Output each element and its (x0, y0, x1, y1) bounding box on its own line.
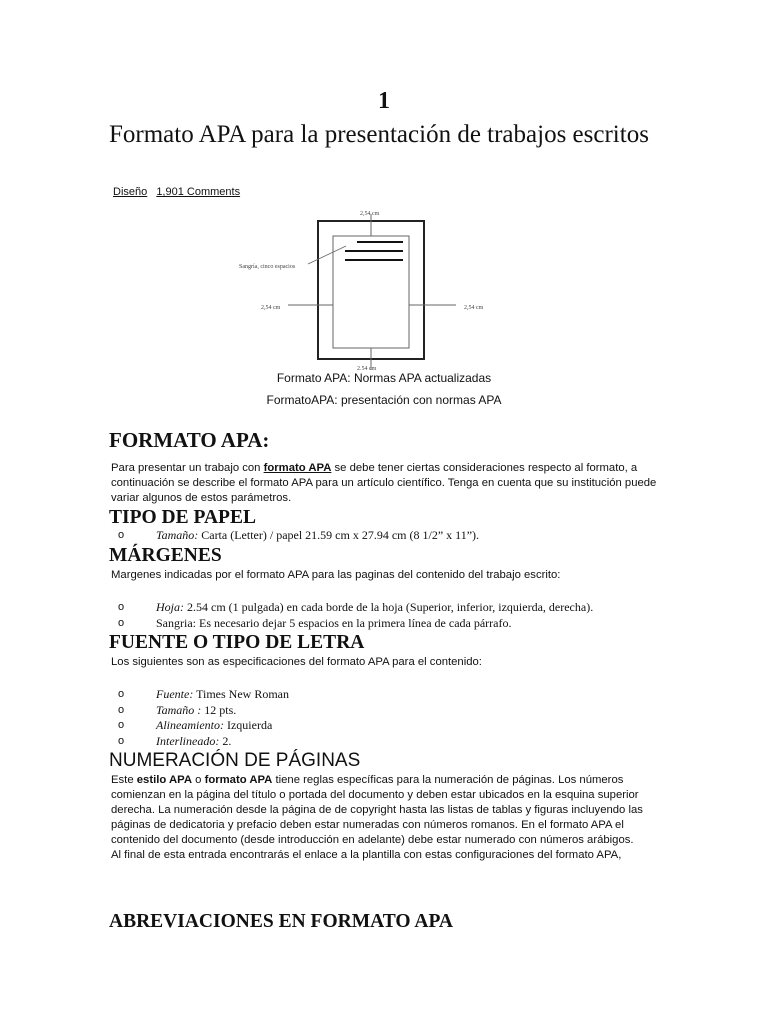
list-item: o Hoja: 2.54 cm (1 pulgada) en cada borde de la hoja (Superior, inferior, izquierda, derecha). (118, 600, 594, 614)
heading-fuente: FUENTE O TIPO DE LETRA (109, 632, 365, 653)
numbering-paragraph: Este estilo APA o formato APA tiene reglas específicas para la numeración de páginas. Los números comienzan en la página del título o portada del documento y deben estar ubicados en la esquina superior derecha. La numeración desde la página de de copyright hasta las listas de tablas y figuras incluyendo las páginas de dedicatoria y prefacio deben estar numeradas con números romanos. En el formato APA el contenido del documento (desde introducción en adelante) debe estar numerado con números arábigos. Al final de esta entrada encontrarás el enlace a la plantilla con estas configuraciones del formato APA, (111, 774, 643, 861)
list-item: o Tamaño: Carta (Letter) / papel 21.59 cm x 27.94 cm (8 1/2” x 11”). (118, 528, 480, 542)
page-title: Formato APA para la presentación de trabajos escritos (109, 121, 649, 148)
heading-tipo-de-papel: TIPO DE PAPEL (109, 507, 256, 528)
heading-formato-apa: FORMATO APA: (109, 428, 270, 452)
heading-abreviaciones: ABREVIACIONES EN FORMATO APA (109, 911, 453, 932)
list-item: o Fuente: Times New Roman (118, 687, 289, 701)
figure-caption: Formato APA: Normas APA actualizadas (276, 371, 492, 385)
comments-link[interactable]: 1,901 Comments (156, 186, 241, 198)
page-number: 1 (378, 88, 390, 114)
list-item: o Alineamiento: Izquierda (118, 718, 273, 733)
formato-apa-link[interactable]: formato APA (263, 462, 332, 474)
indent-pointer (308, 246, 346, 264)
font-intro: Los siguientes son as especificaciones del formato APA para el contenido: (111, 656, 482, 668)
label-top: 2,54 cm (360, 211, 380, 217)
paper-list (118, 528, 479, 544)
intro-paragraph: Para presentar un trabajo con formato APA se debe tener ciertas consideraciones respecto al formato, a continuación se describe el formato APA para un artículo científico. Tenga en cuenta que su institución puede variar algunos de estos parámetros. (111, 462, 657, 504)
heading-numeracion: NUMERACIÓN DE PÁGINAS (109, 750, 361, 771)
list-item: o Sangria: Es necesario dejar 5 espacios en la primera línea de cada párrafo. (118, 615, 512, 630)
margin-border (333, 236, 409, 348)
post-meta (113, 186, 246, 198)
category-link[interactable]: Diseño (113, 186, 148, 198)
heading-margenes: MÁRGENES (109, 545, 222, 566)
margins-intro: Margenes indicadas por el formato APA para las paginas del contenido del trabajo escrito: (111, 569, 561, 581)
label-indent: Sangría, cinco espacios (239, 264, 296, 270)
list-item: o Tamaño : 12 pts. (118, 702, 237, 717)
label-right: 2,54 cm (464, 305, 484, 311)
label-bottom: 2,54 cm (357, 366, 377, 370)
margins-list (118, 600, 593, 631)
apa-format-figure (236, 204, 496, 370)
label-left: 2,54 cm (261, 305, 281, 311)
figure-caption: FormatoAPA: presentación con normas APA (266, 393, 502, 407)
list-item: o Interlineado: 2. (118, 733, 232, 748)
font-list (118, 687, 289, 749)
